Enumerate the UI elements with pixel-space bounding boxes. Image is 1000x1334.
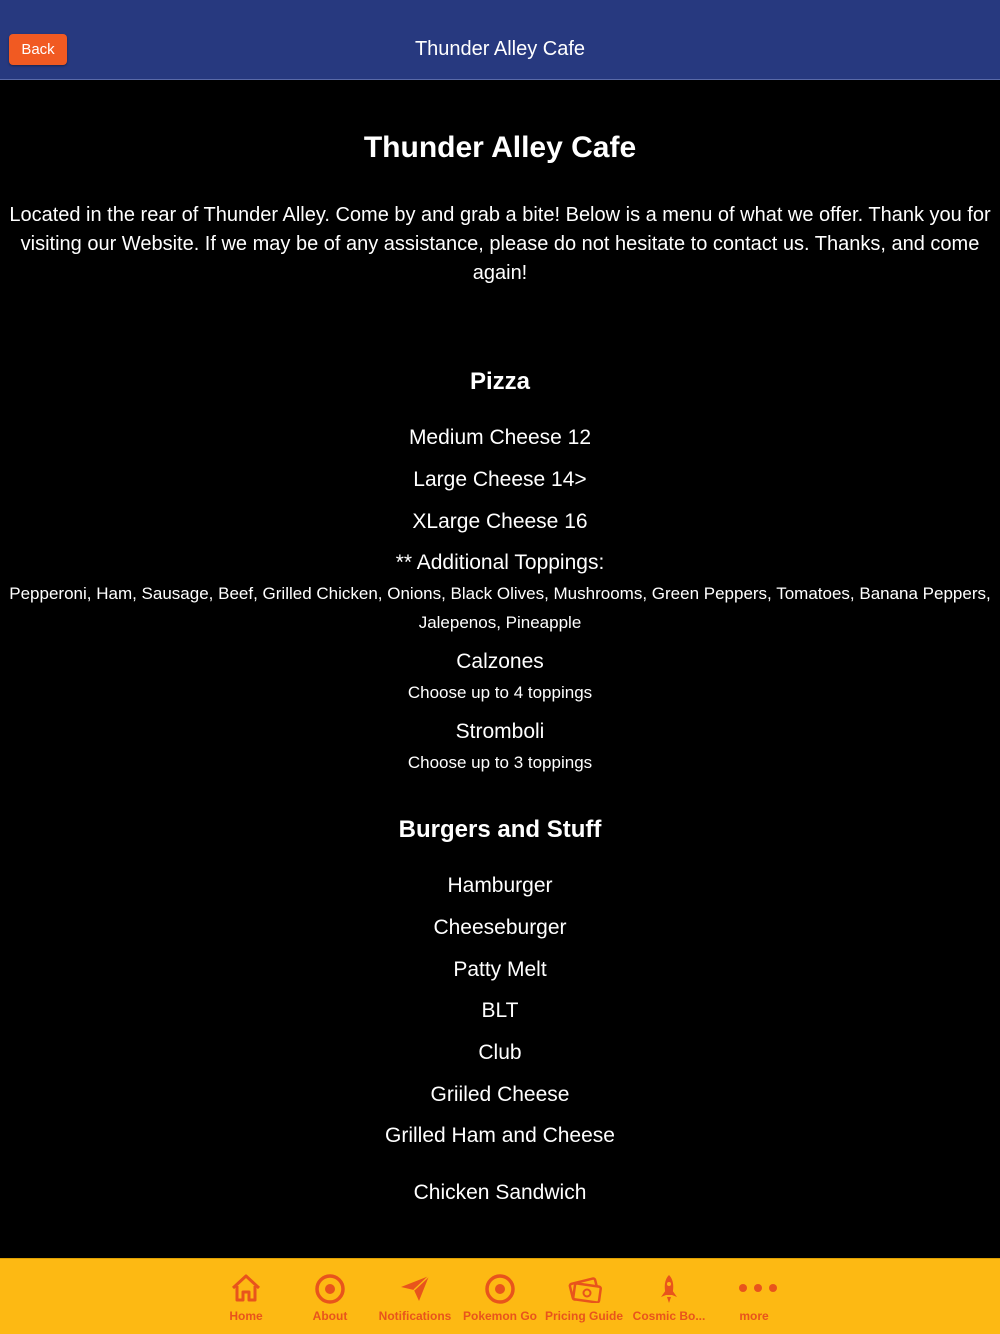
tab-home[interactable] [204,1259,288,1334]
menu-item: Stromboli [455,720,545,743]
tab-bar [0,1258,1000,1334]
paper-plane-icon [399,1273,431,1303]
target-icon [314,1273,346,1305]
tab-notifications[interactable] [373,1259,457,1334]
ellipsis-icon [738,1273,778,1303]
tab-more[interactable] [712,1259,796,1334]
navigation-bar [0,0,1000,80]
menu-item: Cheeseburger [433,916,567,939]
page-content[interactable] [0,81,1000,1258]
menu-item: Hamburger [447,874,553,897]
money-icon [568,1273,602,1303]
menu-item: XLarge Cheese 16 [412,510,588,533]
menu-item: Patty Melt [453,958,547,981]
menu-item: Calzones [456,650,544,673]
tab-label: Pokemon Go [462,1309,537,1323]
toppings-title: ** Additional Toppings: [395,551,605,574]
menu-item-note: Choose up to 4 toppings [407,683,593,702]
menu-item: Medium Cheese 12 [408,426,592,449]
tab-label: About [312,1309,348,1323]
menu-item: BLT [481,999,519,1022]
tab-pricing-guide[interactable] [542,1259,626,1334]
tab-label: Notifications [378,1309,452,1323]
toppings-list: Pepperoni, Ham, Sausage, Beef, Grilled Chicken, Onions, Black Olives, Mushrooms, Green Peppers, Tomatoes, Banana Peppers, Jalepenos, Pineapple [9,584,991,632]
section-title-pizza: Pizza [469,368,531,395]
tab-about[interactable] [288,1259,372,1334]
page-title: Thunder Alley Cafe [363,131,637,164]
tab-label: more [739,1309,769,1323]
menu-item: Club [478,1041,522,1064]
tab-label: Pricing Guide [544,1309,623,1323]
menu-item: Grilled Ham and Cheese [385,1124,615,1147]
target-icon [484,1273,516,1305]
intro-text: Located in the rear of Thunder Alley. Come by and grab a bite! Below is a menu of what we offer. Thank you for visiting our Website. If we may be of any assistance, please do not hesitate to contact us. Thanks, and come again! [9,204,991,284]
tab-label: Home [229,1309,263,1323]
tab-label: Cosmic Bo... [632,1309,706,1323]
menu-item: Chicken Sandwich [413,1181,587,1204]
tab-cosmic-bowling[interactable] [627,1259,711,1334]
home-icon [230,1273,262,1303]
menu-item: Griiled Cheese [430,1083,570,1106]
section-title-burgers: Burgers and Stuff [398,816,602,843]
rocket-icon [653,1273,685,1305]
tab-pokemon-go[interactable] [458,1259,542,1334]
back-button[interactable]: Back [9,34,67,65]
menu-item: Large Cheese 14> [413,468,587,491]
menu-item-note: Choose up to 3 toppings [407,753,593,772]
nav-title: Thunder Alley Cafe [414,38,586,60]
